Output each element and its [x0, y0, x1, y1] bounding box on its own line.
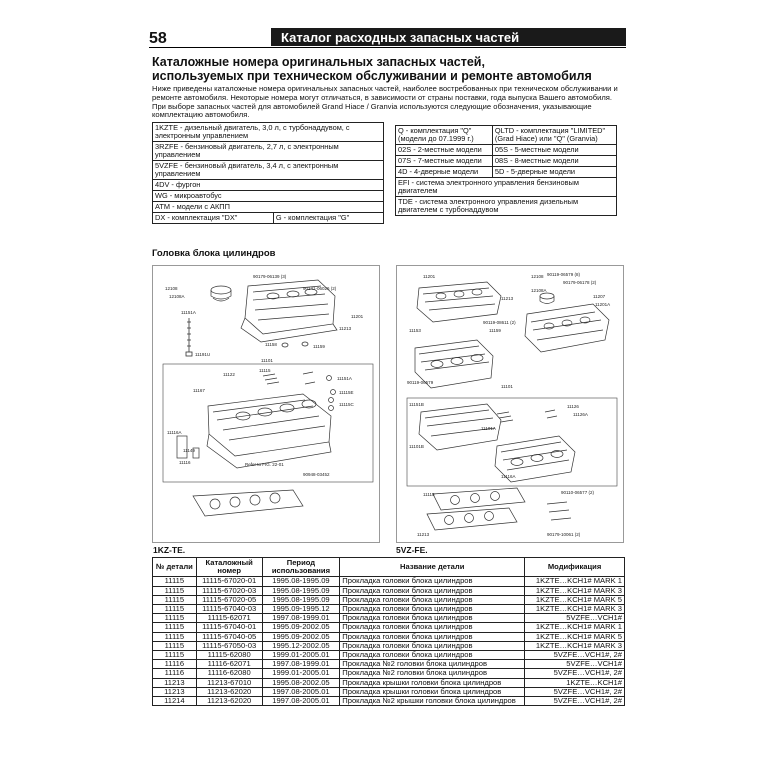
- part-label: 12108A: [531, 288, 547, 293]
- table-cell: 5VZFE…VCH1#, 2#: [525, 669, 625, 678]
- legend-cell: DX - комплектация "DX": [153, 213, 274, 224]
- part-label: 11207: [593, 294, 606, 299]
- table-cell: 1KZTE…KCH1# MARK 5: [525, 595, 625, 604]
- table-cell: 11115-62080: [196, 651, 262, 660]
- table-cell: 1999.01-2005.01: [262, 669, 340, 678]
- cylinder-head-illustration: [177, 372, 336, 468]
- part-label: 11151B: [409, 402, 424, 407]
- table-cell: Прокладка головки блока цилиндров: [340, 577, 525, 586]
- table-cell: Прокладка №2 головки блока цилиндров: [340, 660, 525, 669]
- table-cell: 5VZFE…VCH1#: [525, 660, 625, 669]
- table-cell: 11116: [153, 669, 197, 678]
- legend-cell: 4D - 4-дверные модели: [396, 167, 493, 178]
- part-label: 11153: [409, 328, 421, 333]
- part-label: 12108A: [169, 294, 185, 299]
- table-cell: 5VZFE…VCH1#, 2#: [525, 651, 625, 660]
- table-cell: Прокладка головки блока цилиндров: [340, 586, 525, 595]
- legend-cell: 5D - 5-дверные модели: [492, 167, 616, 178]
- col-header-catalog-no: Каталожный номер: [196, 558, 262, 577]
- table-cell: 11115-67020-05: [196, 595, 262, 604]
- diagram-1kzte: [152, 265, 380, 543]
- col-header-part-no: № детали: [153, 558, 197, 577]
- legend-cell: 3RZFE - бензиновый двигатель, 2,7 л, с электронным управлением: [153, 142, 384, 161]
- table-cell: 11115: [153, 586, 197, 595]
- part-label: 11191U: [195, 352, 211, 357]
- table-cell: 5VZFE…VCH1#: [525, 614, 625, 623]
- parts-table: [152, 557, 625, 706]
- table-row: [153, 595, 625, 604]
- legend-cell: 5VZFE - бензиновый двигатель, 3,4 л, с электронным управлением: [153, 161, 384, 180]
- intro-paragraph-2: При выборе запасных частей для автомобилей Grand Hiace / Granvia используются следующие обозначения, указывающие комплектацию автомобиля.: [152, 101, 592, 120]
- table-cell: 11213-62020: [196, 697, 262, 706]
- table-row: [153, 669, 625, 678]
- diagram-1kzte-drawing: [153, 266, 381, 544]
- part-label: 90141-06026 (2): [303, 286, 337, 291]
- table-row: [153, 632, 625, 641]
- table-cell: 1995.08-1995.09: [262, 586, 340, 595]
- table-cell: 1KZTE…KCH1# MARK 3: [525, 641, 625, 650]
- table-cell: 1995.09-2002.05: [262, 632, 340, 641]
- table-cell: 1KZTE…KCH1# MARK 1: [525, 577, 625, 586]
- legend-cell: ATM - модели с АКПП: [153, 202, 384, 213]
- part-labels-5vzfe: [407, 272, 610, 537]
- legend-cell: TDE - система электронного управления дизельным двигателем с турбонаддувом: [396, 197, 617, 216]
- diagram-caption-1kzte: 1KZ-TE.: [153, 545, 186, 555]
- part-label: 11213: [417, 532, 430, 537]
- part-label: 11115: [423, 492, 435, 497]
- table-row: [153, 586, 625, 595]
- table-cell: 1995.08-1995.09: [262, 595, 340, 604]
- part-label: 11151A: [181, 310, 196, 315]
- part-label: 12108: [531, 274, 544, 279]
- part-label: 11201: [351, 314, 364, 319]
- section-title: Головка блока цилиндров: [152, 248, 276, 259]
- table-cell: 5VZFE…VCH1#, 2#: [525, 687, 625, 696]
- table-cell: 11116-62071: [196, 660, 262, 669]
- table-cell: 1995.12-2002.05: [262, 641, 340, 650]
- legend-cell: 4DV - фургон: [153, 180, 384, 191]
- table-cell: 1995.08-1995.09: [262, 577, 340, 586]
- part-label: 90179-10061 (2): [547, 532, 581, 537]
- table-cell: 1997.08-2005.01: [262, 697, 340, 706]
- table-cell: 1997.08-1999.01: [262, 614, 340, 623]
- table-cell: 11115-67040-03: [196, 605, 262, 614]
- part-label: 11201: [423, 274, 436, 279]
- studs-illustration: [186, 318, 308, 356]
- table-cell: Прокладка головки блока цилиндров: [340, 595, 525, 604]
- table-cell: 1999.01-2005.01: [262, 651, 340, 660]
- table-cell: 11115-67050-03: [196, 641, 262, 650]
- part-label: 11116A: [167, 430, 182, 435]
- part-label: 11149: [183, 448, 195, 453]
- table-cell: 5VZFE…VCH1#, 2#: [525, 697, 625, 706]
- table-cell: 11213: [153, 687, 197, 696]
- part-label: 11116: [179, 460, 191, 465]
- table-cell: Прокладка №2 крышки головки блока цилиндров: [340, 697, 525, 706]
- article-title-line-1: Каталожные номера оригинальных запасных частей,: [152, 55, 485, 69]
- part-label: 11213: [501, 296, 514, 301]
- diagram-caption-5vzfe: 5VZ-FE.: [396, 545, 428, 555]
- article-title-line-2: используемых при техническом обслуживании и ремонте автомобиля: [152, 69, 592, 83]
- lower-cylinder-head-illustration: [419, 404, 575, 482]
- part-label: 90110-06577 (2): [561, 490, 594, 495]
- table-row: [153, 577, 625, 586]
- table-cell: 1995.08-2002.05: [262, 678, 340, 687]
- table-cell: Прокладка крышки головки блока цилиндров: [340, 687, 525, 696]
- part-label: 11122: [223, 372, 235, 377]
- table-cell: 11115: [153, 605, 197, 614]
- table-row: [153, 687, 625, 696]
- part-label: 11201A: [595, 302, 611, 307]
- table-cell: 1KZTE…KCH1# MARK 5: [525, 632, 625, 641]
- table-cell: 11213-67010: [196, 678, 262, 687]
- table-cell: Прокладка головки блока цилиндров: [340, 651, 525, 660]
- legend-table-left: [152, 122, 384, 224]
- part-label: 11115: [259, 368, 271, 373]
- table-row: [153, 623, 625, 632]
- table-cell: 11214: [153, 697, 197, 706]
- part-label: 11116A: [501, 474, 516, 479]
- table-cell: 1997.08-1999.01: [262, 660, 340, 669]
- part-label: 11101A: [481, 426, 496, 431]
- intro-text: [152, 85, 624, 120]
- table-cell: Прокладка головки блока цилиндров: [340, 605, 525, 614]
- table-cell: 11115: [153, 641, 197, 650]
- table-cell: 11115: [153, 595, 197, 604]
- table-cell: 1997.08-2005.01: [262, 687, 340, 696]
- table-row: [153, 641, 625, 650]
- col-header-modification: Модификация: [525, 558, 625, 577]
- part-label: 90119-06579 (8): [547, 272, 580, 277]
- table-cell: 11115: [153, 614, 197, 623]
- table-cell: 11115-67040-05: [196, 632, 262, 641]
- part-label: 11115E: [339, 390, 354, 395]
- table-cell: Прокладка головки блока цилиндров: [340, 623, 525, 632]
- legend-cell: 07S - 7-местные модели: [396, 156, 493, 167]
- table-cell: Прокладка крышки головки блока цилиндров: [340, 678, 525, 687]
- table-cell: 11115: [153, 623, 197, 632]
- table-cell: 11116: [153, 660, 197, 669]
- legend-cell: WG - микроавтобус: [153, 191, 384, 202]
- table-cell: 11115-62071: [196, 614, 262, 623]
- legend-cell: 1KZTE - дизельный двигатель, 3,0 л, с турбонаддувом, с электронным управлением: [153, 123, 384, 142]
- table-cell: 1KZTE…KCH1# MARK 1: [525, 623, 625, 632]
- table-cell: Прокладка №2 головки блока цилиндров: [340, 669, 525, 678]
- diagram-5vzfe-drawing: [397, 266, 625, 544]
- legend-cell: 08S - 8-местные модели: [492, 156, 616, 167]
- page-number: 58: [149, 30, 167, 47]
- table-cell: 1995.09-1995.12: [262, 605, 340, 614]
- table-row: [153, 651, 625, 660]
- part-label: 90948-03452: [303, 472, 330, 477]
- table-cell: 11115-67040-01: [196, 623, 262, 632]
- part-label: 11159: [313, 344, 325, 349]
- legend-cell: EFI - система электронного управления бензиновым двигателем: [396, 178, 617, 197]
- oil-filler-cap-illustration: [211, 286, 231, 301]
- legend-cell: QLTD - комплектация "LIMITED" (Grad Hiace) или "Q" (Granvia): [492, 126, 616, 145]
- intro-paragraph-1: Ниже приведены каталожные номера оригинальных запасных частей, наиболее востребованных при техническом обслуживании и ремонте автомобиля. Некоторые номера могут отличаться, в зависимости от страны поставки, года выпуска Вашего автомобиля.: [152, 84, 618, 102]
- table-cell: 11115: [153, 577, 197, 586]
- left-valve-cover-illustration: [417, 282, 501, 322]
- part-label: 11115C: [339, 402, 354, 407]
- col-header-period: Период использования: [262, 558, 340, 577]
- part-label: 11126: [567, 404, 579, 409]
- table-cell: 11116-62080: [196, 669, 262, 678]
- table-row: [153, 678, 625, 687]
- table-cell: 11115: [153, 651, 197, 660]
- header-rule: [149, 47, 626, 48]
- table-cell: Прокладка головки блока цилиндров: [340, 614, 525, 623]
- legend-cell: 02S - 2-местные модели: [396, 145, 493, 156]
- table-cell: 11115-67020-01: [196, 577, 262, 586]
- table-cell: 11213: [153, 678, 197, 687]
- part-label: 11101B: [409, 444, 424, 449]
- table-cell: 1KZTE…KCH1# MARK 3: [525, 605, 625, 614]
- part-label: Refer to FIG. 22-01: [245, 462, 284, 467]
- part-label: 11213: [339, 326, 352, 331]
- part-label: 90179-06139 (3): [253, 274, 287, 279]
- legend-cell: Q - комплектация "Q" (модели до 07.1999 г.): [396, 126, 493, 145]
- article-title: [152, 55, 622, 83]
- part-label: 11101: [261, 358, 273, 363]
- col-header-name: Название детали: [340, 558, 525, 577]
- head-gasket-illustration: [193, 490, 303, 516]
- table-cell: 11115-67020-03: [196, 586, 262, 595]
- part-label: 11158: [265, 342, 277, 347]
- legend-cell: G - комплектация "G": [273, 213, 383, 224]
- part-label: 11151A: [337, 376, 352, 381]
- diagram-5vzfe: [396, 265, 624, 543]
- table-row: [153, 697, 625, 706]
- table-cell: Прокладка головки блока цилиндров: [340, 632, 525, 641]
- table-row: [153, 605, 625, 614]
- table-row: [153, 660, 625, 669]
- legend-cell: 05S - 5-местные модели: [492, 145, 616, 156]
- part-label: 90119-08611 (2): [483, 320, 516, 325]
- part-label: 11159: [489, 328, 501, 333]
- table-row: [153, 614, 625, 623]
- part-label: 90179-06178 (2): [563, 280, 597, 285]
- table-cell: 11115: [153, 632, 197, 641]
- part-label: 12108: [165, 286, 178, 291]
- legend-table-right: [395, 125, 617, 216]
- table-cell: 11213-62020: [196, 687, 262, 696]
- part-label: 90119-06579: [407, 380, 434, 385]
- running-header: Каталог расходных запасных частей: [271, 28, 626, 46]
- table-cell: 1KZTE…KCH1#: [525, 678, 625, 687]
- part-label: 11126A: [573, 412, 588, 417]
- table-cell: 1995.09-2002.05: [262, 623, 340, 632]
- part-label: 11167: [193, 388, 205, 393]
- table-cell: Прокладка головки блока цилиндров: [340, 641, 525, 650]
- table-cell: 1KZTE…KCH1# MARK 3: [525, 586, 625, 595]
- gaskets-illustration: [427, 488, 571, 530]
- parts-table-body: [153, 577, 625, 706]
- part-label: 11101: [501, 384, 513, 389]
